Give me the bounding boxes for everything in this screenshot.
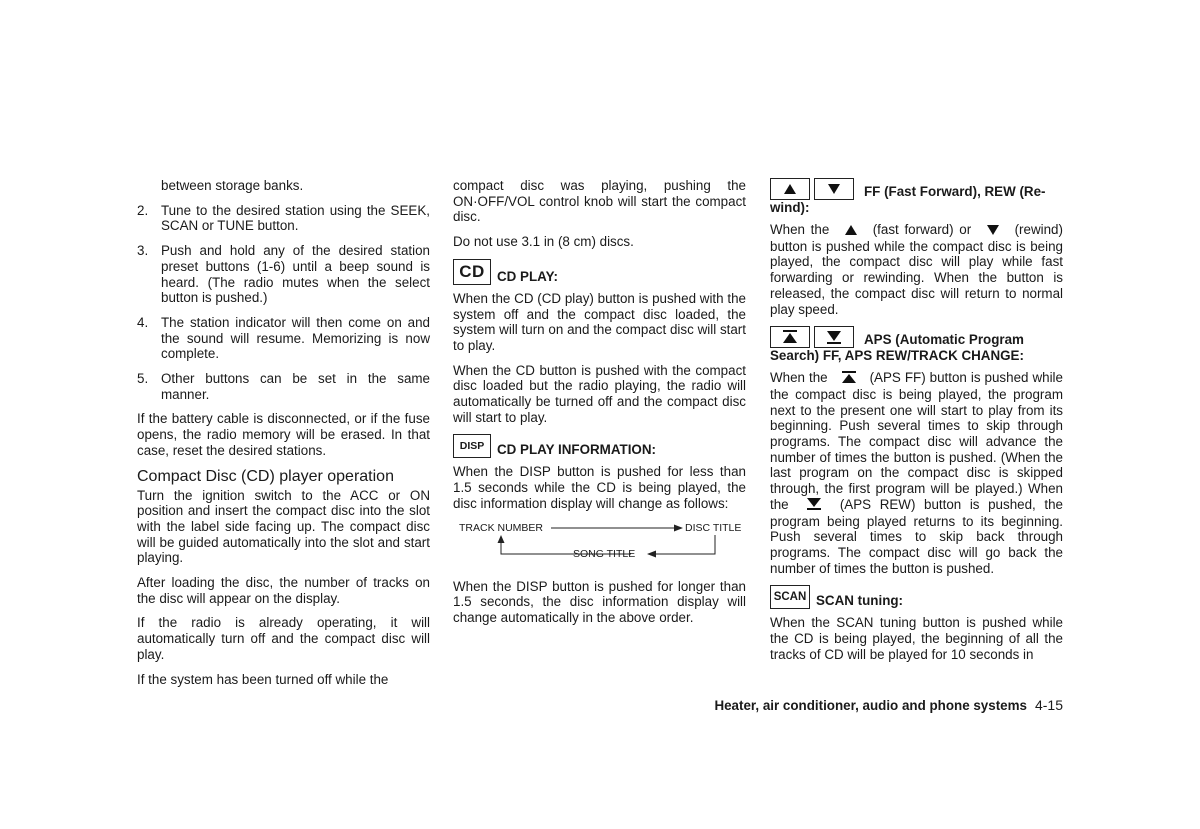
text: (APS FF) button is pushed while the compact disc is being played, the program next to the present one will start to play from its beginning. Push several times to skip through programs. The compact disc will advance the number of times the button is pushed. (When the last program on the compact disc is skipped through, the first program will be played.) When the [770,370,1063,512]
heading-label: CD PLAY: [497,268,559,284]
paragraph: If the radio is already operating, it will automatically turn off and the compact disc will play. [137,615,430,662]
step-number: 3. [137,243,149,259]
step-number: 5. [137,371,149,387]
heading-label: FF (Fast Forward), REW (Re- [864,184,1046,199]
cd-button-icon: CD [453,259,491,285]
return-line [648,535,715,554]
up-triangle-icon [845,223,857,239]
list-item [137,315,430,362]
text: When the [770,370,828,386]
page-footer [714,697,1063,713]
up-bar-triangle-icon [770,326,810,348]
column-3 [770,178,1063,671]
step-number: 2. [137,202,149,218]
step-number: 4. [137,314,149,330]
steps-list [137,203,430,403]
down-triangle-icon [814,178,854,200]
down-bar-triangle-icon [814,326,854,348]
up-bar-triangle-icon [842,371,856,387]
disp-button-icon: DISP [453,434,491,458]
scan-button-icon: SCAN [770,585,810,609]
ff-rew-paragraph [770,222,1063,317]
column-2 [453,178,746,635]
heading-label: APS (Automatic Program [864,332,1024,348]
section-title: Heater, air conditioner, audio and phone systems [714,698,1027,713]
arrow-head [674,524,683,531]
list-item [137,243,430,306]
paragraph: When the CD button is pushed with the compact disc loaded but the radio playing, the radio will automatically be turned off and the compact disc will start to play. [453,362,746,425]
paragraph: After loading the disc, the number of tracks on the disc will appear on the display. [137,575,430,606]
text: (rewind) button is pushed while the compact disc is being played, the compact disc will play while fast forwarding or rewinding. When the button is released, the compact disc will return to normal play speed. [770,222,1063,317]
paragraph: If the system has been turned off while the [137,671,389,687]
paragraph: Turn the ignition switch to the ACC or ON position and insert the compact disc into the slot with the label side facing up. The compact disc will be guided automatically into the slot and start playing. [137,487,430,566]
text: (APS REW) button is pushed, the program being played returns to its beginning. Push several times to skip back through programs. The compact disc will go back the number of times the button is pushed. [770,496,1063,576]
step-text: The station indicator will then come on and the sound will resume. Memorizing is now complete. [161,314,430,362]
cd-play-heading [453,259,746,285]
aps-heading [770,326,1063,364]
continued-text: between storage banks. [161,178,304,193]
scan-heading [770,585,1063,609]
page-number: 4-15 [1034,697,1063,713]
list-item [137,203,430,234]
paragraph: When the CD (CD play) button is pushed with the system off and the compact disc loaded, the system will turn on and the compact disc will start to play. [453,290,746,353]
heading-label-cont: Search) FF, APS REW/TRACK CHANGE: [770,348,1024,364]
battery-paragraph: If the battery cable is disconnected, or if the fuse opens, the radio memory will be erased. In that case, reset the desired stations. [137,411,430,458]
step-text: Push and hold any of the desired station preset buttons (1-6) until a beep sound is heard. (The radio mutes when the select button is pushed.) [161,243,430,306]
heading-label: CD PLAY INFORMATION: [497,442,656,458]
paragraph: When the DISP button is pushed for less than 1.5 seconds while the CD is being played, the disc information display will change as follows: [453,464,746,511]
section-heading: Compact Disc (CD) player operation [137,467,394,485]
down-bar-triangle-icon [807,498,821,514]
down-triangle-icon [987,223,999,239]
text: (fast forward) or [872,222,972,237]
aps-paragraph [770,370,1063,576]
paragraph: Do not use 3.1 in (8 cm) discs. [453,234,634,250]
arrow-head [647,550,656,557]
text: When the [770,222,830,237]
disc-title-label: DISC TITLE [685,521,742,534]
paragraph: When the SCAN tuning button is pushed while the CD is being played, the beginning of all the tracks of CD will be played for 10 seconds in [770,615,1063,662]
heading-label: SCAN tuning: [816,593,904,609]
step-text: Tune to the desired station using the SEEK, SCAN or TUNE button. [161,202,430,234]
heading-label-cont: wind): [770,200,810,215]
cd-play-info-heading [453,434,746,458]
list-item [137,371,430,402]
column-1 [137,178,430,696]
paragraph: When the DISP button is pushed for longer than 1.5 seconds, the disc information display will change automatically in the above order. [453,578,746,625]
display-cycle-diagram [453,521,746,567]
step-text: Other buttons can be set in the same manner. [161,371,430,402]
song-title-label: SONG TITLE [573,547,636,560]
up-triangle-icon [770,178,810,200]
ff-rew-heading [770,178,1063,216]
continued-text: compact disc was playing, pushing the ON·OFF/VOL control knob will start the compact disc. [453,178,746,225]
track-number-label: TRACK NUMBER [459,521,544,534]
